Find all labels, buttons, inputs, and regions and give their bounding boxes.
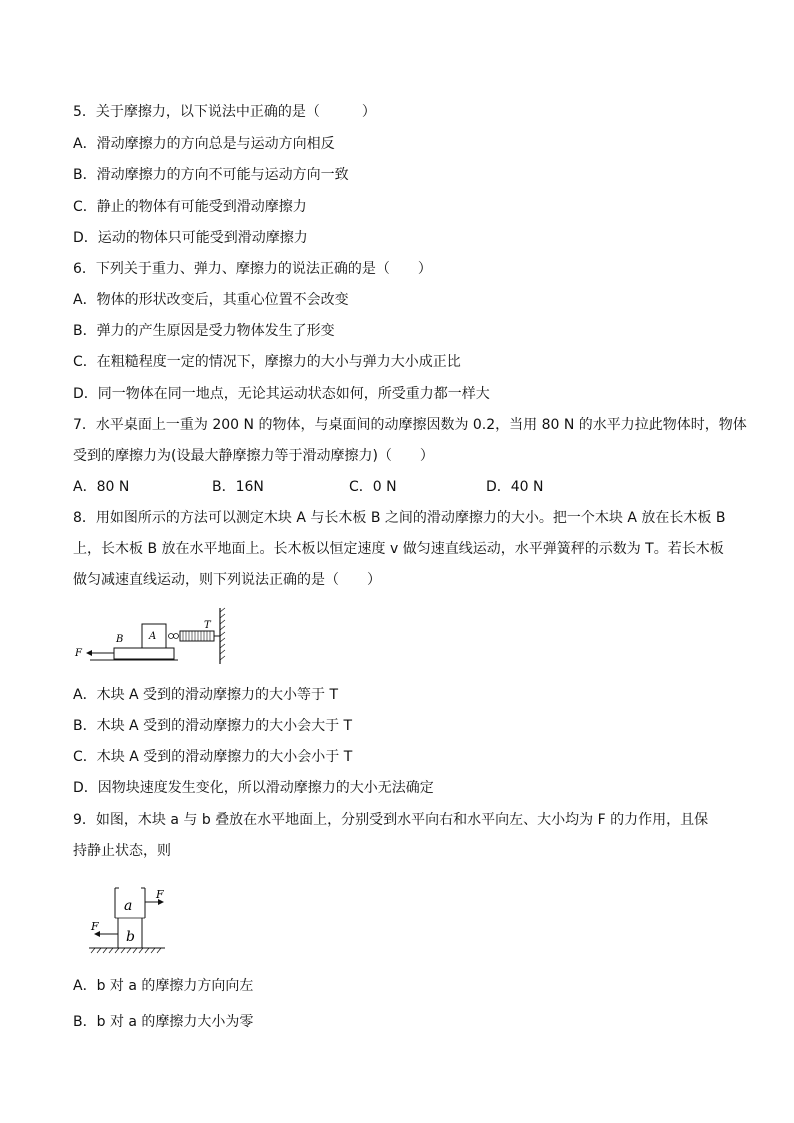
- q6-option-b: B．弹力的产生原因是受力物体发生了形变: [73, 323, 335, 339]
- q8-stem-line3: 做匀减速直线运动，则下列说法正确的是（ ）: [73, 572, 381, 588]
- q8-option-a: A．木块 A 受到的滑动摩擦力的大小等于 T: [73, 687, 339, 703]
- q5-option-c: C．静止的物体有可能受到滑动摩擦力: [73, 199, 307, 215]
- q7-options: [73, 478, 723, 496]
- q8-option-c: C．木块 A 受到的滑动摩擦力的大小会小于 T: [73, 749, 353, 765]
- label-t: T: [204, 620, 211, 631]
- label-b: B: [116, 634, 124, 645]
- q8-option-b: B．木块 A 受到的滑动摩擦力的大小会大于 T: [73, 718, 353, 734]
- q8-option-d: D．因物块速度发生变化，所以滑动摩擦力的大小无法确定: [73, 780, 434, 796]
- q7-stem-line1: 7．水平桌面上一重为 200 N 的物体，与桌面间的动摩擦因数为 0.2，当用 80 N 的水平力拉此物体时，物体: [73, 417, 747, 433]
- q5-option-a: A．滑动摩擦力的方向总是与运动方向相反: [73, 136, 335, 152]
- q9-option-b: B．b 对 a 的摩擦力大小为零: [73, 1014, 254, 1030]
- q7-stem-line2: 受到的摩擦力为(设最大静摩擦力等于滑动摩擦力)（ ）: [73, 448, 434, 464]
- board-b: [114, 648, 174, 659]
- wall-hatch: [220, 608, 225, 660]
- q9-stem-line2: 持静止状态，则: [73, 843, 171, 859]
- q8-stem-line2: 上，长木板 B 放在水平地面上。长木板以恒定速度 v 做匀速直线运动，水平弹簧秤的示数为 T。若长木板: [73, 541, 724, 557]
- q7-option-a: A．80 N: [73, 479, 130, 495]
- q7-option-b: B．16N: [212, 479, 264, 495]
- label-f-bottom: F: [91, 920, 99, 933]
- q8-figure: [70, 604, 230, 666]
- label-a: a: [124, 898, 133, 914]
- q6-stem: 6．下列关于重力、弹力、摩擦力的说法正确的是（ ）: [73, 261, 432, 277]
- label-b: b: [126, 929, 135, 945]
- arrowhead-left-icon: [86, 650, 92, 656]
- q5-option-d: D．运动的物体只可能受到滑动摩擦力: [73, 230, 308, 246]
- q9-figure: [85, 884, 175, 956]
- q8-stem-line1: 8．用如图所示的方法可以测定木块 A 与长木板 B 之间的滑动摩擦力的大小。把一个木块 A 放在长木板 B: [73, 510, 726, 526]
- label-f-top: F: [156, 888, 164, 901]
- q5-stem: 5．关于摩擦力，以下说法中正确的是（ ）: [73, 104, 376, 120]
- q6-option-c: C．在粗糙程度一定的情况下，摩擦力的大小与弹力大小成正比: [73, 354, 461, 370]
- q6-option-d: D．同一物体在同一地点，无论其运动状态如何，所受重力都一样大: [73, 386, 490, 402]
- q9-option-a: A．b 对 a 的摩擦力方向向左: [73, 978, 254, 994]
- spring-scale: [180, 631, 214, 641]
- hook: [169, 634, 174, 639]
- q6-option-a: A．物体的形状改变后，其重心位置不会改变: [73, 292, 349, 308]
- label-a: A: [149, 631, 157, 642]
- q7-option-c: C．0 N: [349, 479, 397, 495]
- q9-stem-line1: 9．如图，木块 a 与 b 叠放在水平地面上，分别受到水平向右和水平向左、大小均为 F 的力作用，且保: [73, 812, 709, 828]
- ground-hatch: [91, 948, 161, 953]
- q7-option-d: D．40 N: [486, 479, 544, 495]
- label-f: F: [75, 648, 82, 659]
- q5-option-b: B．滑动摩擦力的方向不可能与运动方向一致: [73, 167, 349, 183]
